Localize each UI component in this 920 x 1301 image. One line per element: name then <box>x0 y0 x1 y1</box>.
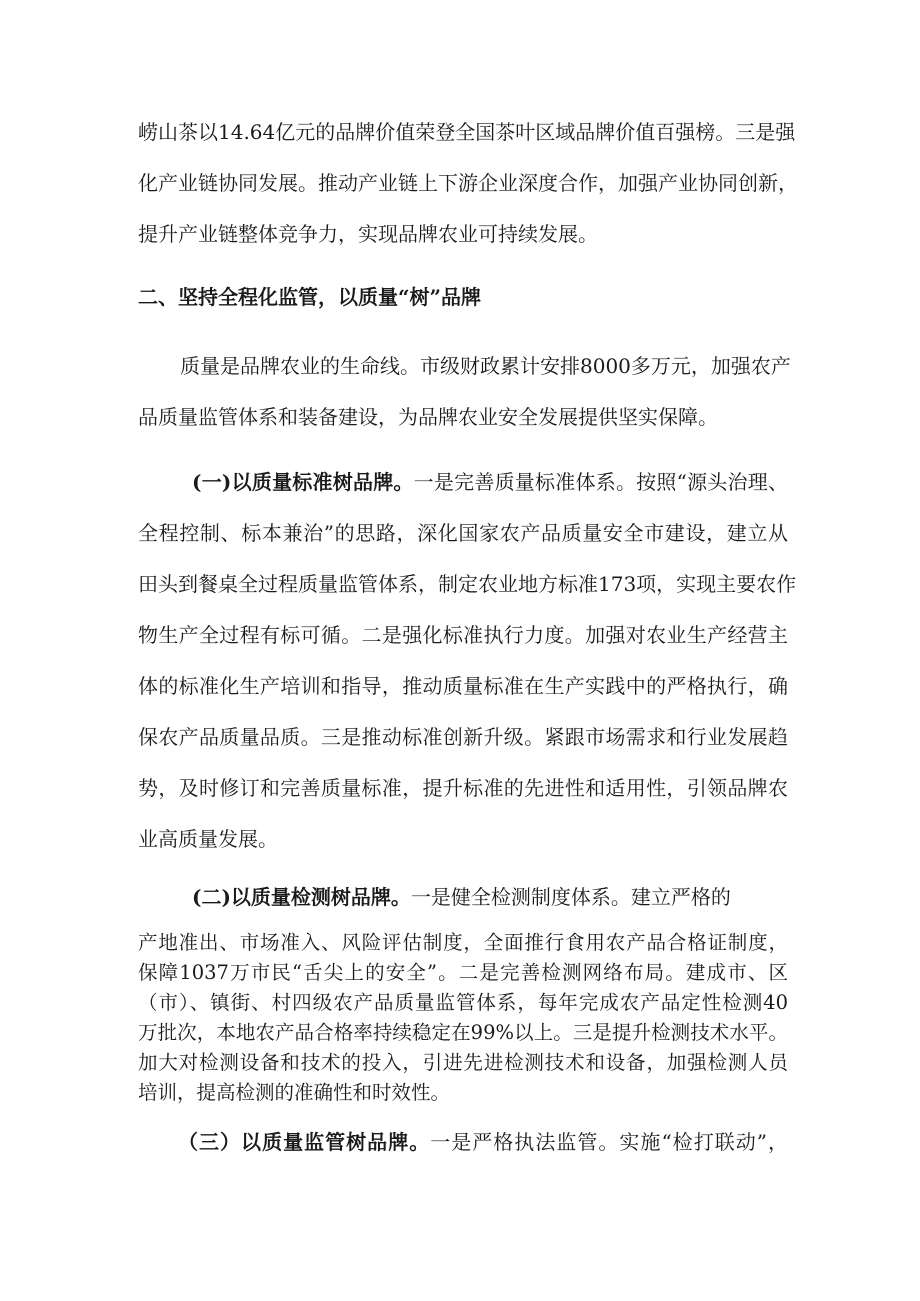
paragraph-quality <box>138 341 791 443</box>
subsection-title: （三）以质量监管树品牌。 <box>178 1130 431 1154</box>
text-line: 业高质量发展。 <box>138 827 278 851</box>
text-segment: 一是完善质量标准体系。按照“源头治理、 <box>413 470 788 494</box>
text-line: 保障1037万市民“舌尖上的安全”。二是完善检测网络布局。建成市、区 <box>138 961 788 984</box>
text-line: 产地准出、市场准入、风险评估制度，全面推行食用农产品合格证制度， <box>138 931 788 954</box>
text-line: （市）、镇街、村四级农产品质量监管体系，每年完成农产品定性检测40 <box>138 991 788 1014</box>
text-line <box>138 1117 788 1168</box>
section-heading <box>138 272 788 323</box>
text-line: 加大对检测设备和技术的投入，引进先进检测技术和设备，加强检测人员 <box>138 1051 788 1074</box>
text-line: 提升产业链整体竞争力，实现品牌农业可持续发展。 <box>138 222 598 246</box>
text-line: 万批次，本地农产品合格率持续稳定在99%以上。三是提升检测技术水平。 <box>138 1021 788 1044</box>
text-line: 化产业链协同发展。推动产业链上下游企业深度合作，加强产业协同创新， <box>138 171 798 195</box>
paragraph-intro <box>138 107 798 260</box>
text-segment: 一是健全检测制度体系。建立严格的 <box>410 885 731 909</box>
paragraph-quality-standard <box>138 457 797 865</box>
paragraph-testing-body <box>138 928 788 1108</box>
text-line: 品质量监管体系和装备建设，为品牌农业安全发展提供坚实保障。 <box>138 405 718 429</box>
text-line: 全程控制、标本兼治”的思路，深化国家农产品质量安全市建设，建立从 <box>138 521 788 545</box>
text-line: 田头到餐桌全过程质量监管体系，制定农业地方标准173项，实现主要农作 <box>138 572 797 596</box>
subsection-title: (二)以质量检测树品牌。 <box>192 885 411 909</box>
text-segment: 一是严格执法监管。实施“检打联动”， <box>430 1130 789 1154</box>
paragraph-testing-title <box>138 872 788 923</box>
text-line: 质量是品牌农业的生命线。市级财政累计安排8000多万元，加强农产 <box>180 354 791 378</box>
text-line: 体的标准化生产培训和指导，推动质量标准在生产实践中的严格执行，确 <box>138 674 788 698</box>
paragraph-supervision <box>138 1117 788 1168</box>
text-line <box>138 872 788 923</box>
text-line: 崂山茶以14.64亿元的品牌价值荣登全国茶叶区域品牌价值百强榜。三是强 <box>138 120 796 144</box>
text-line: 培训，提高检测的准确性和时效性。 <box>138 1081 451 1104</box>
text-line: 保农产品质量品质。三是推动标准创新升级。紧跟市场需求和行业发展趋 <box>138 725 788 749</box>
text-line: 物生产全过程有标可循。二是强化标准执行力度。加强对农业生产经营主 <box>138 623 788 647</box>
text-line: 势，及时修订和完善质量标准，提升标准的先进性和适用性，引领品牌农 <box>138 776 788 800</box>
text-line <box>138 457 788 508</box>
subsection-title: (一)以质量标准树品牌。 <box>192 470 414 494</box>
section-heading-text: 二、坚持全程化监管，以质量“树”品牌 <box>138 285 482 309</box>
